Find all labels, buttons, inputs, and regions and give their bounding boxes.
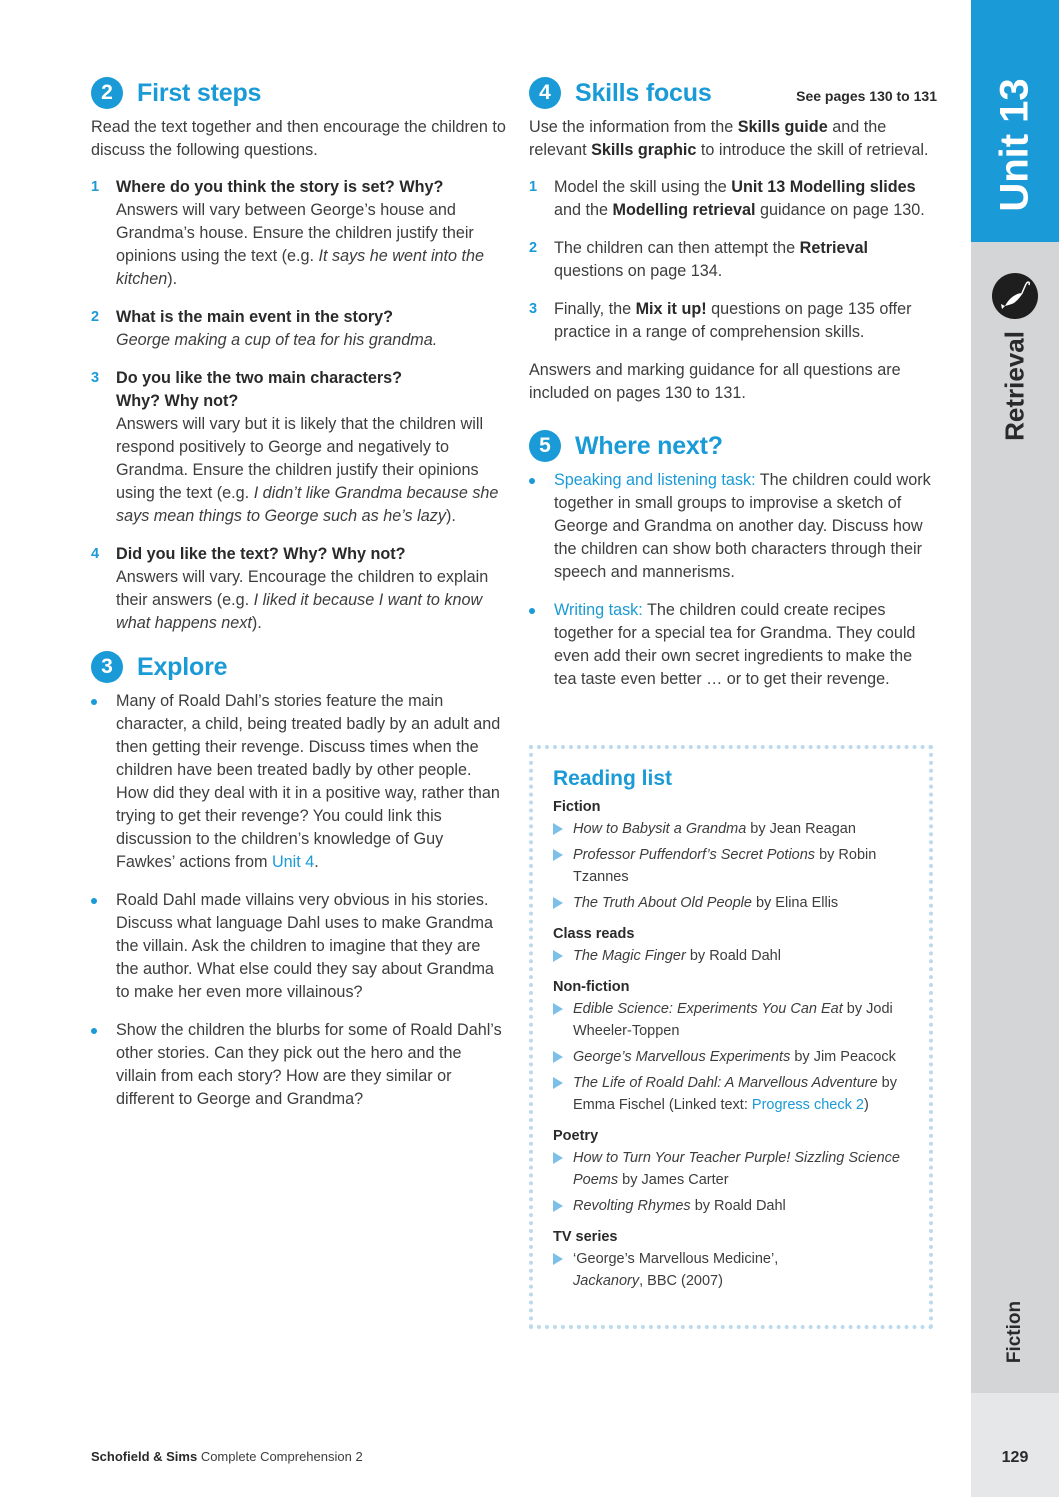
answer-example: I liked it because I want to know what happens next: [116, 591, 483, 632]
question-item: [91, 176, 506, 291]
skills-guide-term: Skills guide: [737, 118, 828, 136]
step-term: Retrieval: [799, 239, 869, 257]
intro-text: to introduce the skill of retrieval.: [696, 141, 929, 159]
book-title: How to Turn Your Teacher Purple! Sizzling Science Poems: [573, 1150, 900, 1188]
book-author: by James Carter: [618, 1172, 729, 1188]
book-item: [553, 844, 909, 888]
book-title: Revolting Rhymes: [573, 1198, 691, 1214]
book-end: ): [863, 1097, 869, 1113]
page-number-tab: [971, 1393, 1059, 1497]
broadcaster: , BBC (2007): [639, 1273, 723, 1289]
page-reference: See pages 130 to 131: [796, 88, 937, 104]
answer-end: ).: [445, 507, 456, 525]
section-intro: Read the text together and then encourage the children to discuss the following questions.: [91, 118, 506, 159]
triangle-bullet-icon: [553, 823, 563, 835]
section-header: [529, 429, 939, 463]
bullet-text: Show the children the blurbs for some of Roald Dahl’s other stories. Can they pick out the hero and the villain from each story? How are they similar or different to George and Grandma?: [116, 1021, 502, 1108]
section-where-next: [529, 429, 939, 691]
step-text: and the: [554, 201, 613, 219]
triangle-bullet-icon: [553, 1077, 563, 1089]
category-list: [553, 1248, 909, 1292]
task-list: [529, 469, 939, 691]
book-item: [553, 1248, 909, 1292]
triangle-bullet-icon: [553, 950, 563, 962]
answer-text: Answers will vary. Encourage the children to explain their answers (e.g.: [116, 568, 489, 609]
book-author: by Jim Peacock: [790, 1049, 896, 1065]
question-item: [91, 543, 506, 635]
book-item: [553, 998, 909, 1042]
publisher-name: Schofield & Sims: [91, 1449, 198, 1464]
bullet-end: .: [314, 853, 319, 871]
bullet-dot-icon: [529, 608, 535, 614]
step-text: Model the skill using the: [554, 178, 732, 196]
category-heading: TV series: [553, 1229, 618, 1245]
section-number-badge: 4: [529, 77, 561, 109]
step-text: questions on page 135 offer practice in a range of comprehension skills.: [554, 300, 912, 341]
book-title: How to Babysit a Grandma: [573, 821, 747, 837]
question-item: [91, 306, 506, 352]
triangle-bullet-icon: [553, 849, 563, 861]
step-text: guidance on page 130.: [755, 201, 925, 219]
section-number-badge: 5: [529, 430, 561, 462]
task-label: Speaking and listening task:: [554, 471, 756, 489]
skills-steps: [529, 176, 939, 344]
answer-end: ).: [251, 614, 262, 632]
book-item: [553, 1072, 909, 1116]
question-text: Do you like the two main characters? Why? Why not?: [116, 369, 403, 410]
series-title: Jackanory: [573, 1273, 640, 1289]
skill-label: Retrieval: [999, 331, 1030, 441]
section-title: Skills focus: [575, 78, 712, 107]
section-skills-focus: [529, 76, 939, 405]
intro-text: and the relevant: [529, 118, 887, 159]
page-number: 129: [1001, 1449, 1029, 1466]
question-list: [91, 176, 506, 635]
step-number: 2: [529, 240, 538, 256]
explore-bullets: [91, 690, 506, 1111]
progress-check-link[interactable]: Progress check 2: [751, 1097, 864, 1113]
skills-graphic-term: Skills graphic: [591, 141, 697, 159]
category-list: [553, 945, 909, 967]
step-text: Finally, the: [554, 300, 636, 318]
question-number: 2: [91, 309, 100, 325]
category-list: [553, 1147, 909, 1217]
section-header: [91, 76, 506, 110]
section-explore: [91, 650, 506, 1111]
bullet-text: Many of Roald Dahl’s stories feature the main character, a child, being treated badly by an adult and then getting their revenge. Discuss times when the children have been treated badly by other people. How did they deal with it in a positive way, rather than trying to get their revenge? You could link this discussion to the children’s knowledge of Guy Fawkes’ actions from: [116, 692, 501, 871]
triangle-bullet-icon: [553, 897, 563, 909]
book-title: The Magic Finger: [573, 948, 686, 964]
book-title: The Life of Roald Dahl: A Marvellous Adventure: [573, 1075, 878, 1091]
section-title: Where next?: [575, 431, 723, 460]
book-item: [553, 1147, 909, 1191]
footer: [91, 1449, 363, 1464]
bullet-dot-icon: [91, 699, 97, 705]
triangle-bullet-icon: [553, 1051, 563, 1063]
task-item: [529, 469, 939, 584]
task-text: The children could create recipes together for a special tea for Grandma. They could even add their own secret ingredients to make the tea taste even better … or to get their revenge.: [554, 601, 916, 688]
book-title: George’s Marvellous Experiments: [573, 1049, 791, 1065]
unit-4-link[interactable]: Unit 4: [271, 853, 315, 871]
bullet-text: Roald Dahl made villains very obvious in his stories. Discuss what language Dahl uses to make Grandma the villain. Ask the children to imagine that they are the author. What else could they say about Grandma to make her even more villainous?: [116, 891, 494, 1001]
left-column: [91, 76, 506, 1126]
intro-text: Use the information from the: [529, 118, 738, 136]
section-outro: Answers and marking guidance for all questions are included on pages 130 to 131.: [529, 361, 901, 402]
book-item: [553, 1195, 909, 1217]
book-item: [553, 818, 909, 840]
step-term: Unit 13 Modelling slides: [731, 178, 916, 196]
question-text: Where do you think the story is set? Why?: [116, 178, 444, 196]
category-list: [553, 998, 909, 1116]
step-item: [529, 176, 939, 222]
section-header: [529, 76, 939, 110]
task-item: [529, 599, 939, 691]
answer-text: Answers will vary between George’s house and Grandma’s house. Ensure the children justify their opinions using the text (e.g.: [116, 201, 474, 265]
fish-hook-icon: [992, 273, 1038, 319]
section-first-steps: [91, 76, 506, 635]
answer-example: I didn’t like Grandma because she says mean things to George such as he’s lazy: [116, 484, 499, 525]
question-number: 3: [91, 370, 100, 386]
step-term: Mix it up!: [635, 300, 707, 318]
triangle-bullet-icon: [553, 1253, 563, 1265]
programme-title: ‘George’s Marvellous Medicine’,: [573, 1251, 779, 1267]
section-title: Explore: [137, 652, 228, 681]
step-number: 1: [529, 179, 538, 195]
task-label: Writing task:: [554, 601, 643, 619]
answer-example: It says he went into the kitchen: [116, 247, 485, 288]
category-list: [553, 818, 909, 914]
bullet-item: [91, 889, 506, 1004]
section-header: [91, 650, 506, 684]
answer-text: Answers will vary but it is likely that the children will respond positively to George and negatively to Grandma. Ensure the children justify their opinions using the text (e.g.: [116, 415, 484, 502]
reading-list-box: [529, 745, 933, 1329]
triangle-bullet-icon: [553, 1200, 563, 1212]
question-number: 1: [91, 179, 100, 195]
bullet-dot-icon: [529, 478, 535, 484]
category-heading: Fiction: [553, 799, 601, 815]
book-author: by Elina Ellis: [751, 895, 839, 911]
question-number: 4: [91, 546, 100, 562]
reading-list-title: Reading list: [553, 767, 673, 790]
step-text: questions on page 134.: [554, 262, 723, 280]
step-term: Modelling retrieval: [612, 201, 756, 219]
step-item: [529, 237, 939, 283]
book-author: by Roald Dahl: [685, 948, 781, 964]
step-text: The children can then attempt the: [554, 239, 800, 257]
section-number-badge: 3: [91, 651, 123, 683]
triangle-bullet-icon: [553, 1152, 563, 1164]
bullet-item: [91, 690, 506, 874]
book-item: [553, 892, 909, 914]
section-title: First steps: [137, 78, 262, 107]
right-column: [529, 76, 939, 706]
step-number: 3: [529, 301, 538, 317]
section-number-badge: 2: [91, 77, 123, 109]
book-title: Professor Puffendorf’s Secret Potions: [573, 847, 816, 863]
side-tab-strip: [971, 0, 1059, 1497]
step-item: [529, 298, 939, 344]
book-title: Complete Comprehension 2: [197, 1449, 363, 1464]
question-text: What is the main event in the story?: [116, 308, 394, 326]
book-author: by Roald Dahl: [690, 1198, 786, 1214]
triangle-bullet-icon: [553, 1003, 563, 1015]
bullet-dot-icon: [91, 898, 97, 904]
book-author: by Jodi Wheeler-Toppen: [573, 1001, 893, 1039]
book-title: The Truth About Old People: [573, 895, 752, 911]
category-heading: Poetry: [553, 1128, 599, 1144]
book-title: Edible Science: Experiments You Can Eat: [573, 1001, 843, 1017]
genre-label: Fiction: [1004, 1300, 1025, 1364]
book-author: by Robin Tzannes: [573, 847, 877, 885]
question-item: [91, 367, 506, 528]
unit-label: Unit 13: [992, 78, 1037, 212]
answer-example: George making a cup of tea for his grandma.: [116, 331, 438, 349]
question-text: Did you like the text? Why? Why not?: [116, 545, 406, 563]
category-heading: Class reads: [553, 926, 635, 942]
section-intro: [529, 116, 939, 162]
book-item: [553, 1046, 909, 1068]
answer-end: ).: [167, 270, 178, 288]
category-heading: Non-fiction: [553, 979, 630, 995]
bullet-dot-icon: [91, 1028, 97, 1034]
book-author: by Jean Reagan: [746, 821, 856, 837]
book-author: by Emma Fischel (Linked text:: [573, 1075, 897, 1113]
unit-tab: [971, 0, 1059, 242]
book-item: [553, 945, 909, 967]
task-text: The children could work together in small groups to improvise a sketch of George and Grandma on another day. Discuss how the children can show both characters through their speech and mannerisms.: [554, 471, 931, 581]
bullet-item: [91, 1019, 506, 1111]
